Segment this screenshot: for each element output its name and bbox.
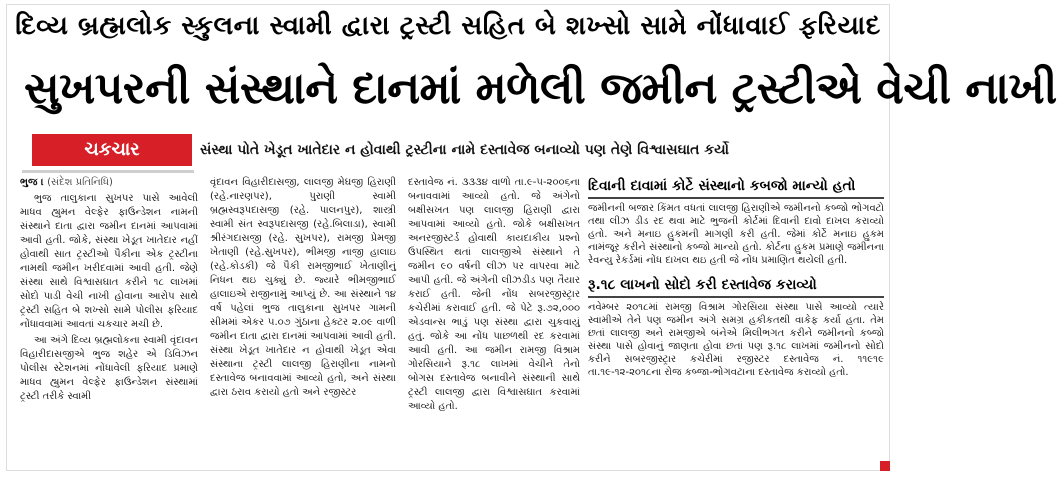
- divider: [22, 170, 194, 173]
- dateline: ભુજ । (સંદેશ પ્રતિનિધિ): [20, 177, 113, 188]
- article-column-1: [20, 176, 198, 466]
- strapline: સંસ્થા પોતે ખેડૂત ખાતેદાર ન હોવાથી ટ્રસ્ટીના નામે દસ્તાવેજ બનાવ્યો પણ તેણે વિશ્વાસઘાત કર્યો: [200, 142, 730, 158]
- dateline-source: (સંદેશ પ્રતિનિધિ): [47, 177, 113, 188]
- dateline-place: ભુજ: [20, 177, 38, 188]
- sidebar-heading-1: દિવાની દાવામાં કોર્ટે સંસ્થાનો કબજો માન્યો હતો: [588, 176, 884, 199]
- main-headline: સુખપરની સંસ્થાને દાનમાં મળેલી જમીન ટ્રસ્ટીએ વેચી નાખી: [24, 63, 1057, 114]
- category-tag: ચકચાર: [32, 134, 192, 166]
- kicker-headline: દિવ્ય બ્રહ્મલોક સ્કુલના સ્વામી દ્વારા ટ્રસ્ટી સહિત બે શખ્સો સામે નોંધાવાઈ ફરિયાદ: [15, 11, 881, 41]
- sidebar-heading-2: રૂ.૧૮ લાખનો સોદો કરી દસ્તાવેજ કરાવ્યો: [588, 275, 884, 298]
- article-column-2: [210, 176, 396, 466]
- sidebar-body-1: જમીનની બજાર કિંમત વધતાં લાલજી હિરાણીએ જમીનનો કબ્જો ભોગવટો તથા લીઝ ડીડ રદ થવા માટે ભુજની કોર્ટમાં દિવાની દાવો દાખલ કરાવ્યો હતો. અને મનાઇ હુકમની માગણી કરી હતી. જેમાં કોર્ટે મનાઇ હુકમ નામંજૂર કરીને સંસ્થાનો કબ્જો માન્યો હતો. કોર્ટના હુકમ પ્રમાણે જમીનના રેવન્યુ રેકર્ડમાં નોંધ દાખલ થઇ હતી જે નોંધ પ્રમાણિત થયેલી હતી.: [588, 203, 884, 266]
- paragraph: ભુજ તાલુકાના સુખપર પાસે આવેલી માધવ હ્યુમન વેલ્ફેર ફાઉન્ડેશન નામની સંસ્થાને દાતા દ્વારા જમીન દાનમાં આપવામાં આવી હતી. જોકે, સંસ્થા ખેડૂત ખાતેદાર નહીં હોવાથી સાત ટ્રસ્ટીઓ પૈકીના એક ટ્રસ્ટીના નામથી જમીન ખરીદવામાં આવી હતી. જેણે સંસ્થા સાથે વિશ્વાસઘાત કરીને ૧૮ લાખમાં સોદો પાડી વેચી નાખી હોવાના આરોપ સાથે ટ્રસ્ટી સહિત બે શખ્સો સામે પોલીસ ફરિયાદ નોંધાવવામાં આવતાં ચકચાર મચી છે.: [20, 193, 198, 330]
- sidebar-body-2: નવેમ્બર ૨૦૧૮માં રામજી વિશ્રામ ગોરસિયા સંસ્થા પાસે આવ્યો ત્યારે સ્વામીએ તેને પણ જમીન અંગે સમગ્ર હકીકતથી વાકેફ કર્યા હતા. તેમ છતાં લાલજી અને રામજીએ બંનેએ મિલીભગત કરીને જમીનનો કબ્જો સંસ્થા પાસે હોવાનું જાણતા હોવા છતાં પણ રૂ.૧૮ લાખમાં જમીનનો સોદો કરીને સબરજીસ્ટ્રાર કચેરીમાં રજીસ્ટર દસ્તાવેજ નં. ૧૧૯૧૯ તા.૧૯-૧૨-૨૦૧૮ના રોજ કબ્જા-ભોગવટાના દસ્તાવેજ કરાવ્યો હતો.: [588, 302, 884, 378]
- sidebar-box: [588, 176, 884, 468]
- paragraph: દસ્તાવેજ નં. ૩૩૩૪ વાળો તા.૯-૫-૨૦૦૬ના બનાવવામાં આવ્યો હતો. જે અંગેનો બક્ષીસખત પણ લાલજી હિરાણી દ્વારા આપવામાં આવ્યો હતો. જોકે બક્ષીસખત અનરજીસ્ટર્ડ હોવાથી કાયદાકીય પ્રશ્નો ઉપસ્થિત થતાં લાલજીએ સંસ્થાને તે જમીન ૯૦ વર્ષની લીઝ પર વાપરવા માટે આપી હતી. જે અંગેની લીઝડીડ પણ તૈયાર કરાઈ હતી. જેની નોંધ સબરજીસ્ટ્રાર કચેરીમાં કરાવાઈ હતી. જે પેટે રૂ.૭૨,૦૦૦ એડવાન્સ ભાડું પણ સંસ્થા દ્વારા ચુકવાયું હતું. જોકે આ નોંધ પાછળથી રદ કરવામાં આવી હતી. આ જમીન રામજી વિશ્રામ ગોરસિયાને રૂ.૧૮ લાખમાં વેચીને તેનો બોગસ દસ્તાવેજ બનાવીને સંસ્થાની સાથે ટ્રસ્ટી લાલજી દ્વારા વિશ્વાસઘાત કરવામાં આવ્યો હતો.: [408, 177, 580, 412]
- article-column-3: [408, 176, 580, 466]
- paragraph: આ અંગે દિવ્ય બ્રહ્મલોકના સ્વામી વૃંદાવન વિહારીદાસજીએ ભુજ શહેર એ ડિવિઝન પોલીસ સ્ટેશનમાં નોંધાવેલી ફરિયાદ પ્રમાણે માધવ હ્યુમન વેલ્ફેર ફાઉન્ડેશન સંસ્થામાં ટ્રસ્ટી તરીકે સ્વામી: [20, 335, 198, 402]
- paragraph: વૃંદાવન વિહારીદાસજી, લાલજી મેઘજી હિરાણી (રહે.નારણપર), પુરાણી સ્વામી બ્રહ્મસ્વરૂપદાસજી (રહે. પાલનપુર), શાસ્ત્રી સ્વામી સંત સ્વરૂપદાસજી (રહે.બિલાડા), સ્વામી શ્રીરંગદાસજી (રહે. સુખપર), રામજી પ્રેમજી ખેતાણી (રહે.સુખપર), ભીમજી નાજી હાલાઇ (રહે.કોડકી) જે પૈકી રામજીભાઈ ખેતાણીનું નિધન થઇ ચુક્યું છે. જ્યારે ભીમજીભાઈ હાલાઇએ રાજીનામું આપ્યું છે. આ સંસ્થાને ૧૪ વર્ષ પહેલાં ભુજ તાલુકાના સુખપર ગામની સીમમાં એકર ૫.૦૭ ગુંઠાના હેક્ટર ૨.૦૯ વાળી જમીન દાતા દ્વારા દાનમાં આપવામાં આવી હતી. સંસ્થા ખેડૂત ખાતેદાર ન હોવાથી ખેડૂત એવા સંસ્થાના ટ્રસ્ટી લાલજી હિરાણીના નામનો દસ્તાવેજ બનાવવામાં આવ્યો હતો, અને સંસ્થા દ્વારા ઠરાવ કરાયો હતો અને રજીસ્ટર: [210, 177, 396, 398]
- corner-mark: [880, 461, 890, 471]
